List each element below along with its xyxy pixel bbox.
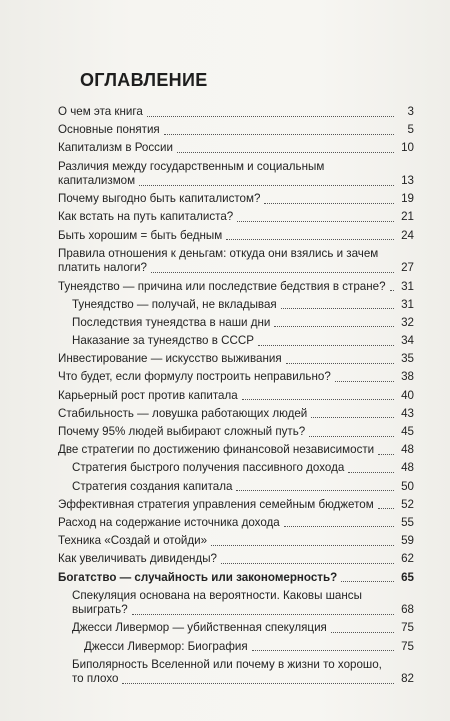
- dot-leader: [226, 238, 394, 240]
- dot-leader: [164, 133, 394, 135]
- toc-page-number: 38: [401, 370, 414, 384]
- toc-entry-title: Две стратегии по достижению финансовой независимости: [58, 443, 375, 457]
- toc-page-number: 62: [401, 552, 414, 566]
- toc-entry-title: Тунеядство — причина или последствие бедствия в стране?: [58, 279, 386, 293]
- toc-entry: [58, 334, 414, 349]
- toc-entry: [58, 480, 414, 495]
- toc-entry: [58, 658, 414, 687]
- toc-page-number: 52: [401, 497, 414, 511]
- toc-entry-title: Как увеличивать дивиденды?: [58, 552, 217, 566]
- dot-leader: [242, 398, 394, 400]
- toc-entry-title: Основные понятия: [58, 123, 160, 137]
- dot-leader: [221, 562, 394, 564]
- toc-entry: [58, 425, 414, 440]
- toc-page-number: 40: [401, 388, 414, 402]
- toc-entry: [58, 316, 414, 331]
- dot-leader: [331, 631, 394, 633]
- toc-page-number: 55: [401, 515, 414, 529]
- toc-page-number: 31: [401, 297, 414, 311]
- toc-entry: [58, 443, 414, 458]
- toc-entry-title: Богатство — случайность или закономерность?: [58, 570, 338, 584]
- toc-page-number: 31: [401, 279, 414, 293]
- toc-page-number: 34: [401, 334, 414, 348]
- toc-entry: [58, 141, 414, 156]
- toc-entry: [58, 389, 414, 404]
- toc-entry-title: Почему выгодно быть капиталистом?: [58, 192, 261, 206]
- dot-leader: [122, 682, 394, 684]
- toc-page-number: 50: [401, 479, 414, 493]
- dot-leader: [177, 151, 394, 153]
- dot-leader: [311, 416, 394, 418]
- toc-entry-title: Стратегия быстрого получения пассивного дохода: [72, 461, 345, 475]
- toc-page-number: 5: [407, 123, 414, 137]
- toc-page-number: 82: [401, 672, 414, 686]
- dot-leader: [378, 453, 394, 455]
- toc-page-number: 24: [401, 228, 414, 242]
- toc-entry: [58, 229, 414, 244]
- toc-entry: [58, 352, 414, 367]
- dot-leader: [335, 380, 394, 382]
- toc-entry-title: Стратегия создания капитала: [72, 479, 233, 493]
- toc-entry: [58, 589, 414, 618]
- dot-leader: [378, 507, 394, 509]
- toc-entry-title: Расход на содержание источника дохода: [58, 515, 280, 529]
- toc-entry-title: Различия между государственным и социальным: [58, 159, 325, 173]
- toc-entry-title: Джесси Ливермор — убийственная спекуляция: [72, 621, 327, 635]
- toc-entry: [58, 123, 414, 138]
- dot-leader: [348, 471, 394, 473]
- page-title: ОГЛАВЛЕНИЕ: [80, 70, 208, 90]
- toc-entry: [58, 280, 414, 295]
- dot-leader: [211, 544, 394, 546]
- toc-entry-title: Наказание за тунеядство в СССР: [72, 334, 254, 348]
- toc-entry: [58, 571, 414, 586]
- toc-entry-title-continued: платить налоги?: [58, 261, 147, 275]
- table-of-contents: [58, 105, 414, 690]
- dot-leader: [258, 344, 394, 346]
- toc-page-number: 68: [401, 603, 414, 617]
- toc-entry-title: О чем эта книга: [58, 105, 143, 118]
- toc-page-number: 21: [401, 210, 414, 224]
- toc-entry: [58, 621, 414, 636]
- toc-page-number: 27: [401, 261, 414, 275]
- toc-entry-title: Спекуляция основана на вероятности. Каковы шансы: [72, 588, 362, 602]
- toc-page-number: 75: [401, 639, 414, 653]
- toc-entry-title: Как встать на путь капиталиста?: [58, 210, 234, 224]
- toc-entry-title: Стабильность — ловушка работающих людей: [58, 406, 308, 420]
- toc-entry-title: Что будет, если формулу построить неправильно?: [58, 370, 331, 384]
- toc-entry: [58, 298, 414, 313]
- toc-page-number: 43: [401, 406, 414, 420]
- toc-page-number: 32: [401, 315, 414, 329]
- toc-page-number: 59: [401, 534, 414, 548]
- toc-entry: [58, 640, 414, 655]
- dot-leader: [236, 489, 394, 491]
- toc-entry: [58, 370, 414, 385]
- toc-entry: [58, 105, 414, 120]
- toc-entry-title: Инвестирование — искусство выживания: [58, 352, 282, 366]
- toc-entry: [58, 210, 414, 225]
- toc-entry: [58, 407, 414, 422]
- toc-entry: [58, 498, 414, 513]
- toc-page-number: 13: [401, 174, 414, 188]
- dot-leader: [132, 613, 394, 615]
- toc-page-number: 3: [407, 105, 414, 118]
- dot-leader: [147, 115, 394, 117]
- dot-leader: [139, 184, 394, 186]
- dot-leader: [390, 289, 394, 291]
- toc-entry-title: Техника «Создай и отойди»: [58, 534, 208, 548]
- toc-entry-title: Карьерный рост против капитала: [58, 388, 238, 402]
- toc-entry-title: Биполярность Вселенной или почему в жизни то хорошо,: [72, 657, 382, 671]
- toc-entry-title: Быть хорошим = быть бедным: [58, 228, 223, 242]
- toc-entry-title-continued: выиграть?: [72, 603, 128, 617]
- dot-leader: [286, 362, 394, 364]
- dot-leader: [237, 220, 394, 222]
- toc-entry-title-continued: то плохо: [72, 672, 119, 686]
- dot-leader: [309, 435, 394, 437]
- toc-page-number: 19: [401, 192, 414, 206]
- toc-entry-title: Почему 95% людей выбирают сложный путь?: [58, 425, 306, 438]
- toc-entry-title: Эффективная стратегия управления семейным бюджетом: [58, 497, 374, 511]
- toc-page-number: 45: [401, 425, 414, 438]
- dot-leader: [341, 580, 394, 582]
- dot-leader: [252, 649, 394, 651]
- toc-page-number: 10: [401, 141, 414, 155]
- toc-entry: [58, 247, 414, 276]
- dot-leader: [151, 271, 394, 273]
- toc-entry: [58, 516, 414, 531]
- dot-leader: [264, 202, 394, 204]
- toc-page-number: 48: [401, 461, 414, 475]
- toc-entry-title: Тунеядство — получай, не вкладывая: [72, 297, 277, 311]
- toc-entry: [58, 534, 414, 549]
- toc-entry: [58, 160, 414, 189]
- toc-entry-title-continued: капитализмом: [58, 174, 136, 188]
- dot-leader: [274, 325, 394, 327]
- toc-entry: [58, 192, 414, 207]
- toc-page-number: 75: [401, 621, 414, 635]
- toc-page-number: 48: [401, 443, 414, 457]
- toc-entry: [58, 461, 414, 476]
- dot-leader: [284, 525, 394, 527]
- dot-leader: [281, 307, 394, 309]
- toc-page-number: 35: [401, 352, 414, 366]
- toc-entry-title: Правила отношения к деньгам: откуда они взялись и зачем: [58, 246, 379, 260]
- toc-entry: [58, 552, 414, 567]
- toc-page-number: 65: [401, 570, 414, 584]
- toc-entry-title: Капитализм в России: [58, 141, 173, 155]
- toc-entry-title: Последствия тунеядства в наши дни: [72, 315, 271, 329]
- toc-entry-title: Джесси Ливермор: Биография: [84, 639, 248, 653]
